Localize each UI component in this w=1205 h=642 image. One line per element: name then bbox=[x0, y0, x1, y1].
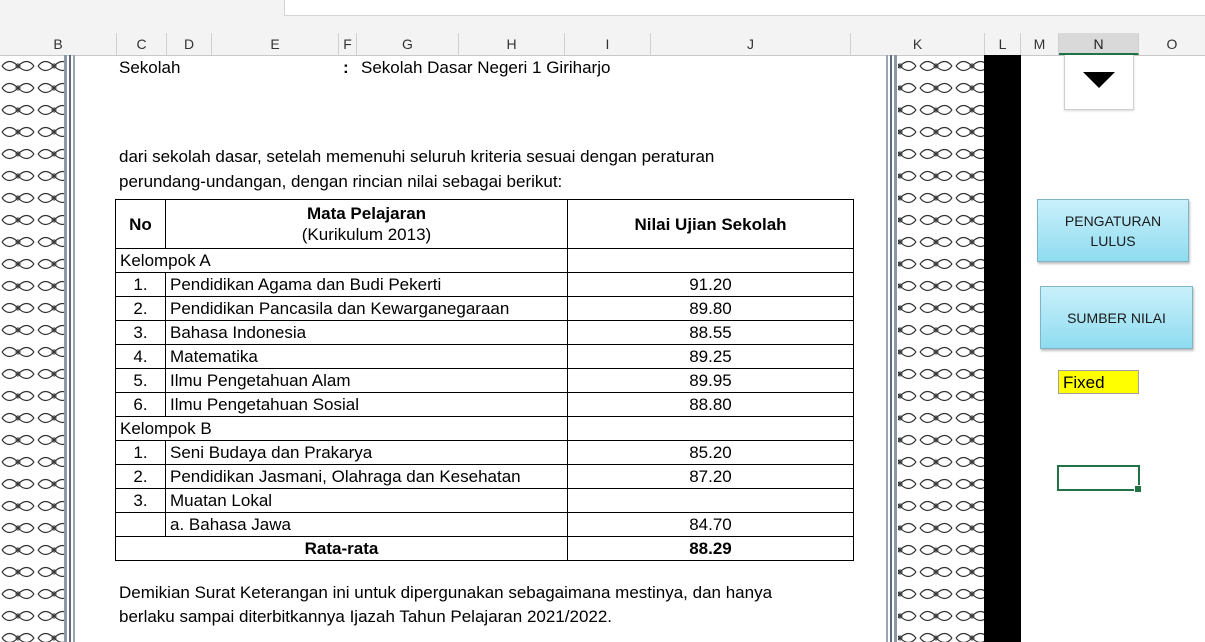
table-row bbox=[116, 489, 854, 513]
row-value: 88.80 bbox=[568, 393, 854, 417]
group-a-value bbox=[568, 249, 854, 273]
group-b-row bbox=[116, 417, 854, 441]
column-header-b[interactable]: B bbox=[0, 33, 117, 55]
formula-bar bbox=[0, 0, 1205, 33]
table-row bbox=[116, 513, 854, 537]
average-row bbox=[116, 537, 854, 561]
table-header-row bbox=[116, 200, 854, 249]
group-b-value bbox=[568, 417, 854, 441]
left-ornament-border bbox=[0, 55, 80, 642]
column-header-l[interactable]: L bbox=[985, 33, 1021, 55]
row-value: 84.70 bbox=[568, 513, 854, 537]
table-row bbox=[116, 297, 854, 321]
row-value: 89.25 bbox=[568, 345, 854, 369]
column-header-bar bbox=[0, 33, 1205, 56]
header-subject bbox=[166, 200, 568, 249]
row-subject: Ilmu Pengetahuan Sosial bbox=[166, 393, 568, 417]
school-colon: : bbox=[343, 58, 349, 77]
pengaturan-lulus-line2: LULUS bbox=[1090, 232, 1136, 249]
row-subject: Bahasa Indonesia bbox=[166, 321, 568, 345]
row-value: 89.95 bbox=[568, 369, 854, 393]
selected-cell[interactable] bbox=[1057, 465, 1140, 491]
row-subject: Pendidikan Jasmani, Olahraga dan Kesehatan bbox=[166, 465, 568, 489]
average-value: 88.29 bbox=[568, 537, 854, 561]
row-value: 87.20 bbox=[568, 465, 854, 489]
row-subject: Pendidikan Agama dan Budi Pekerti bbox=[166, 273, 568, 297]
table-row bbox=[116, 273, 854, 297]
header-value: Nilai Ujian Sekolah bbox=[568, 200, 854, 249]
fill-handle[interactable] bbox=[1134, 485, 1142, 493]
closing-text-line2: berlaku sampai diterbitkannya Ijazah Tahun Pelajaran 2021/2022. bbox=[119, 607, 613, 626]
table-row bbox=[116, 369, 854, 393]
row-value: 85.20 bbox=[568, 441, 854, 465]
dropdown-button[interactable] bbox=[1064, 55, 1134, 110]
formula-input[interactable] bbox=[284, 0, 1205, 16]
column-header-k[interactable]: K bbox=[851, 33, 985, 55]
triangle-down-icon bbox=[1065, 55, 1133, 109]
column-header-i[interactable]: I bbox=[565, 33, 651, 55]
group-a-row bbox=[116, 249, 854, 273]
row-no bbox=[116, 513, 166, 537]
school-name: Sekolah Dasar Negeri 1 Giriharjo bbox=[361, 58, 611, 77]
intro-text-line1: dari sekolah dasar, setelah memenuhi seluruh kriteria sesuai dengan peraturan bbox=[119, 147, 715, 166]
row-no: 2. bbox=[116, 465, 166, 489]
closing-text-line1: Demikian Surat Keterangan ini untuk dipergunakan sebagaimana mestinya, dan hanya bbox=[119, 583, 773, 602]
table-row bbox=[116, 465, 854, 489]
header-subject-title: Mata Pelajaran bbox=[306, 204, 427, 223]
row-value: 89.80 bbox=[568, 297, 854, 321]
row-no: 2. bbox=[116, 297, 166, 321]
header-no: No bbox=[116, 200, 166, 249]
black-column-l bbox=[984, 55, 1021, 642]
school-label: Sekolah bbox=[119, 58, 181, 77]
table-row bbox=[116, 321, 854, 345]
row-no: 6. bbox=[116, 393, 166, 417]
row-subject: Muatan Lokal bbox=[166, 489, 568, 513]
row-no: 3. bbox=[116, 321, 166, 345]
column-header-e[interactable]: E bbox=[212, 33, 339, 55]
row-no: 3. bbox=[116, 489, 166, 513]
table-row bbox=[116, 393, 854, 417]
fixed-status-cell[interactable]: Fixed bbox=[1058, 370, 1139, 394]
row-no: 1. bbox=[116, 273, 166, 297]
row-subject: Ilmu Pengetahuan Alam bbox=[166, 369, 568, 393]
row-no: 4. bbox=[116, 345, 166, 369]
row-value: 91.20 bbox=[568, 273, 854, 297]
grades-table bbox=[115, 199, 854, 561]
column-header-n[interactable]: N bbox=[1059, 33, 1139, 55]
average-label: Rata-rata bbox=[116, 537, 568, 561]
table-row bbox=[116, 441, 854, 465]
row-value bbox=[568, 489, 854, 513]
column-header-h[interactable]: H bbox=[459, 33, 565, 55]
row-subject: Matematika bbox=[166, 345, 568, 369]
column-header-c[interactable]: C bbox=[117, 33, 167, 55]
column-header-m[interactable]: M bbox=[1021, 33, 1059, 55]
table-row bbox=[116, 345, 854, 369]
row-subject: Pendidikan Pancasila dan Kewarganegaraan bbox=[166, 297, 568, 321]
group-a-label: Kelompok A bbox=[116, 249, 568, 273]
row-no: 1. bbox=[116, 441, 166, 465]
column-header-j[interactable]: J bbox=[651, 33, 851, 55]
column-header-d[interactable]: D bbox=[167, 33, 212, 55]
header-subject-curriculum: (Kurikulum 2013) bbox=[301, 225, 432, 244]
row-value: 88.55 bbox=[568, 321, 854, 345]
pengaturan-lulus-button[interactable] bbox=[1037, 199, 1189, 262]
row-subject: a. Bahasa Jawa bbox=[166, 513, 568, 537]
intro-text-line2: perundang-undangan, dengan rincian nilai sebagai berikut: bbox=[119, 172, 563, 191]
right-ornament-border bbox=[882, 55, 984, 642]
row-subject: Seni Budaya dan Prakarya bbox=[166, 441, 568, 465]
column-header-f[interactable]: F bbox=[339, 33, 357, 55]
column-header-o[interactable]: O bbox=[1166, 36, 1178, 52]
group-b-label: Kelompok B bbox=[116, 417, 568, 441]
column-header-g[interactable]: G bbox=[357, 33, 459, 55]
sumber-nilai-button[interactable]: SUMBER NILAI bbox=[1040, 286, 1193, 349]
row-no: 5. bbox=[116, 369, 166, 393]
pengaturan-lulus-line1: PENGATURAN bbox=[1064, 212, 1162, 229]
